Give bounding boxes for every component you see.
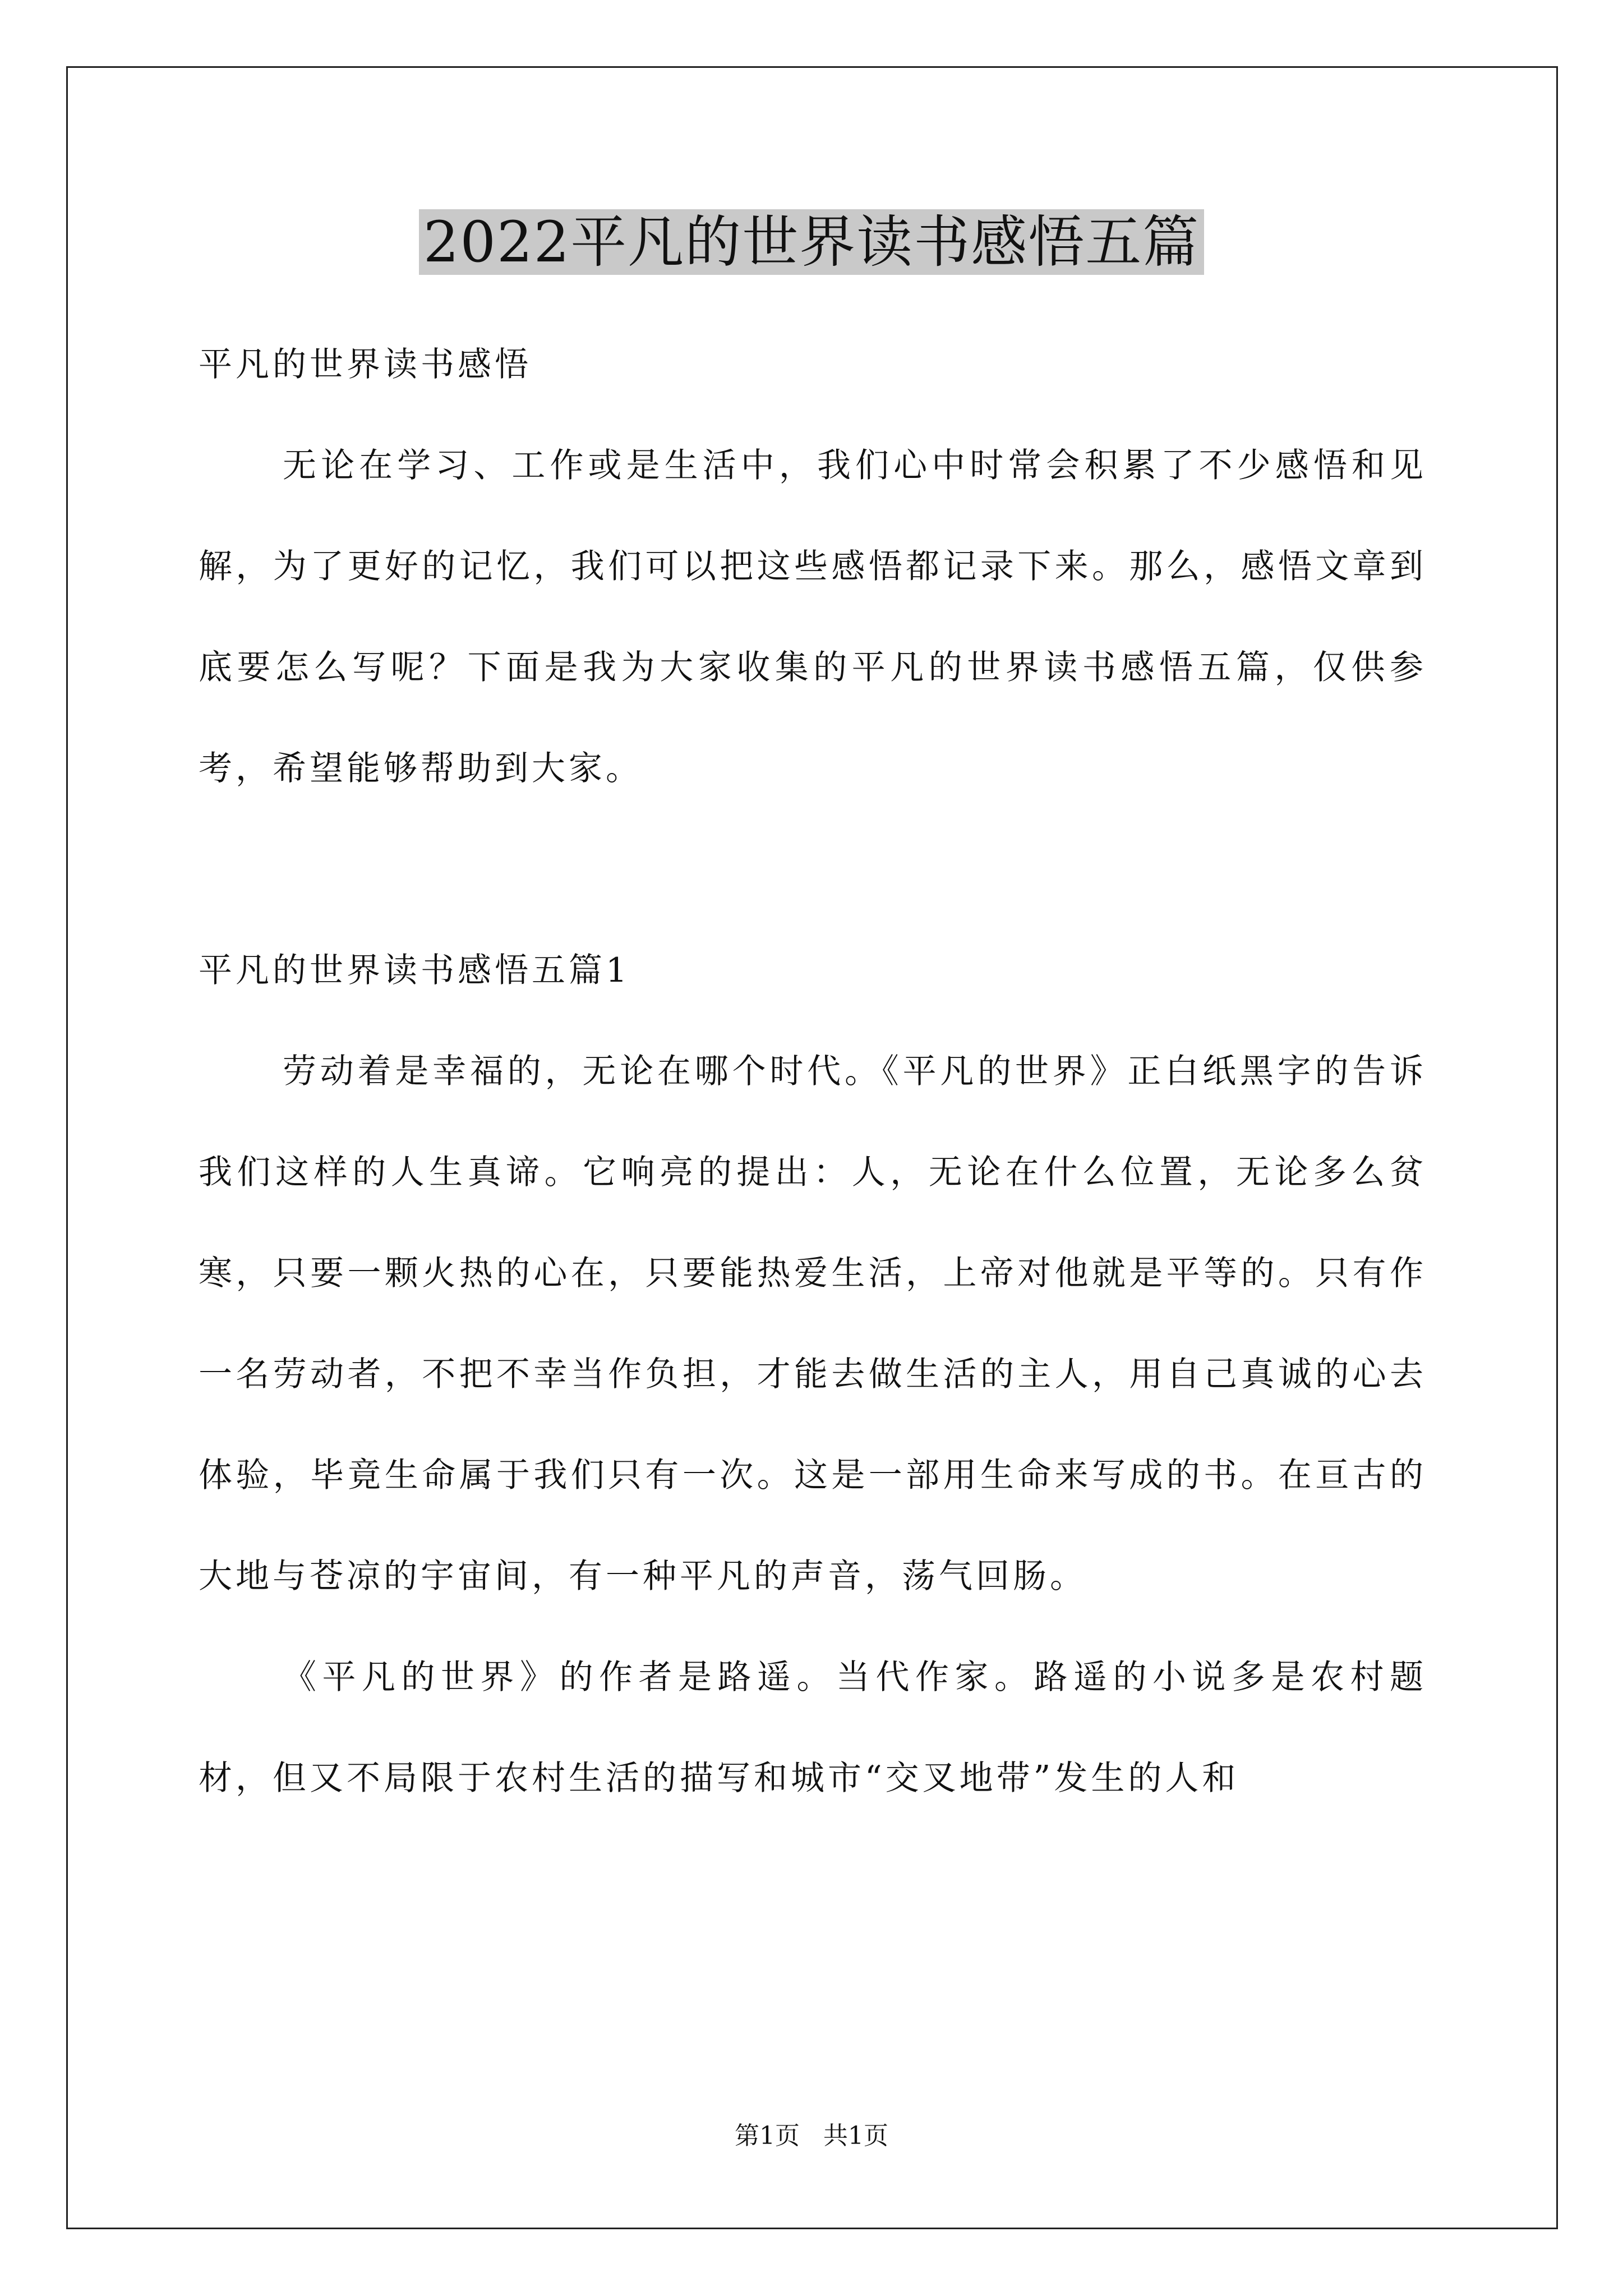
intro-paragraph: 无论在学习、工作或是生活中，我们心中时常会积累了不少感悟和见解，为了更好的记忆，我们可以把这些感悟都记录下来。那么，感悟文章到底要怎么写呢？下面是我为大家收集的平凡的世界读书感悟五篇，仅供参考，希望能够帮助到大家。 — [199, 446, 1427, 788]
section-1-paragraph-2: 《平凡的世界》的作者是路遥。当代作家。路遥的小说多是农村题材，但又不局限于农村生活的描写和城市“交叉地带”发生的人和 — [199, 1658, 1427, 1798]
document-title — [0, 203, 1623, 282]
section-spacer — [199, 819, 1427, 920]
page-footer: 第1页 共1页 — [735, 2122, 888, 2150]
section-heading-1: 平凡的世界读书感悟五篇1 — [199, 951, 631, 990]
document-body — [199, 314, 1427, 1829]
document-title-text: 2022平凡的世界读书感悟五篇 — [419, 209, 1205, 275]
section-heading-intro: 平凡的世界读书感悟 — [199, 345, 532, 384]
section-1-paragraph-1: 劳动着是幸福的，无论在哪个时代。《平凡的世界》正白纸黑字的告诉我们这样的人生真谛。它响亮的提出：人，无论在什么位置，无论多么贫寒，只要一颗火热的心在，只要能热爱生活，上帝对他就是平等的。只有作一名劳动者，不把不幸当作负担，才能去做生活的主人，用自己真诚的心去体验，毕竟生命属于我们只有一次。这是一部用生命来写成的书。在亘古的大地与苍凉的宇宙间，有一种平凡的声音，荡气回肠。 — [199, 1052, 1427, 1596]
